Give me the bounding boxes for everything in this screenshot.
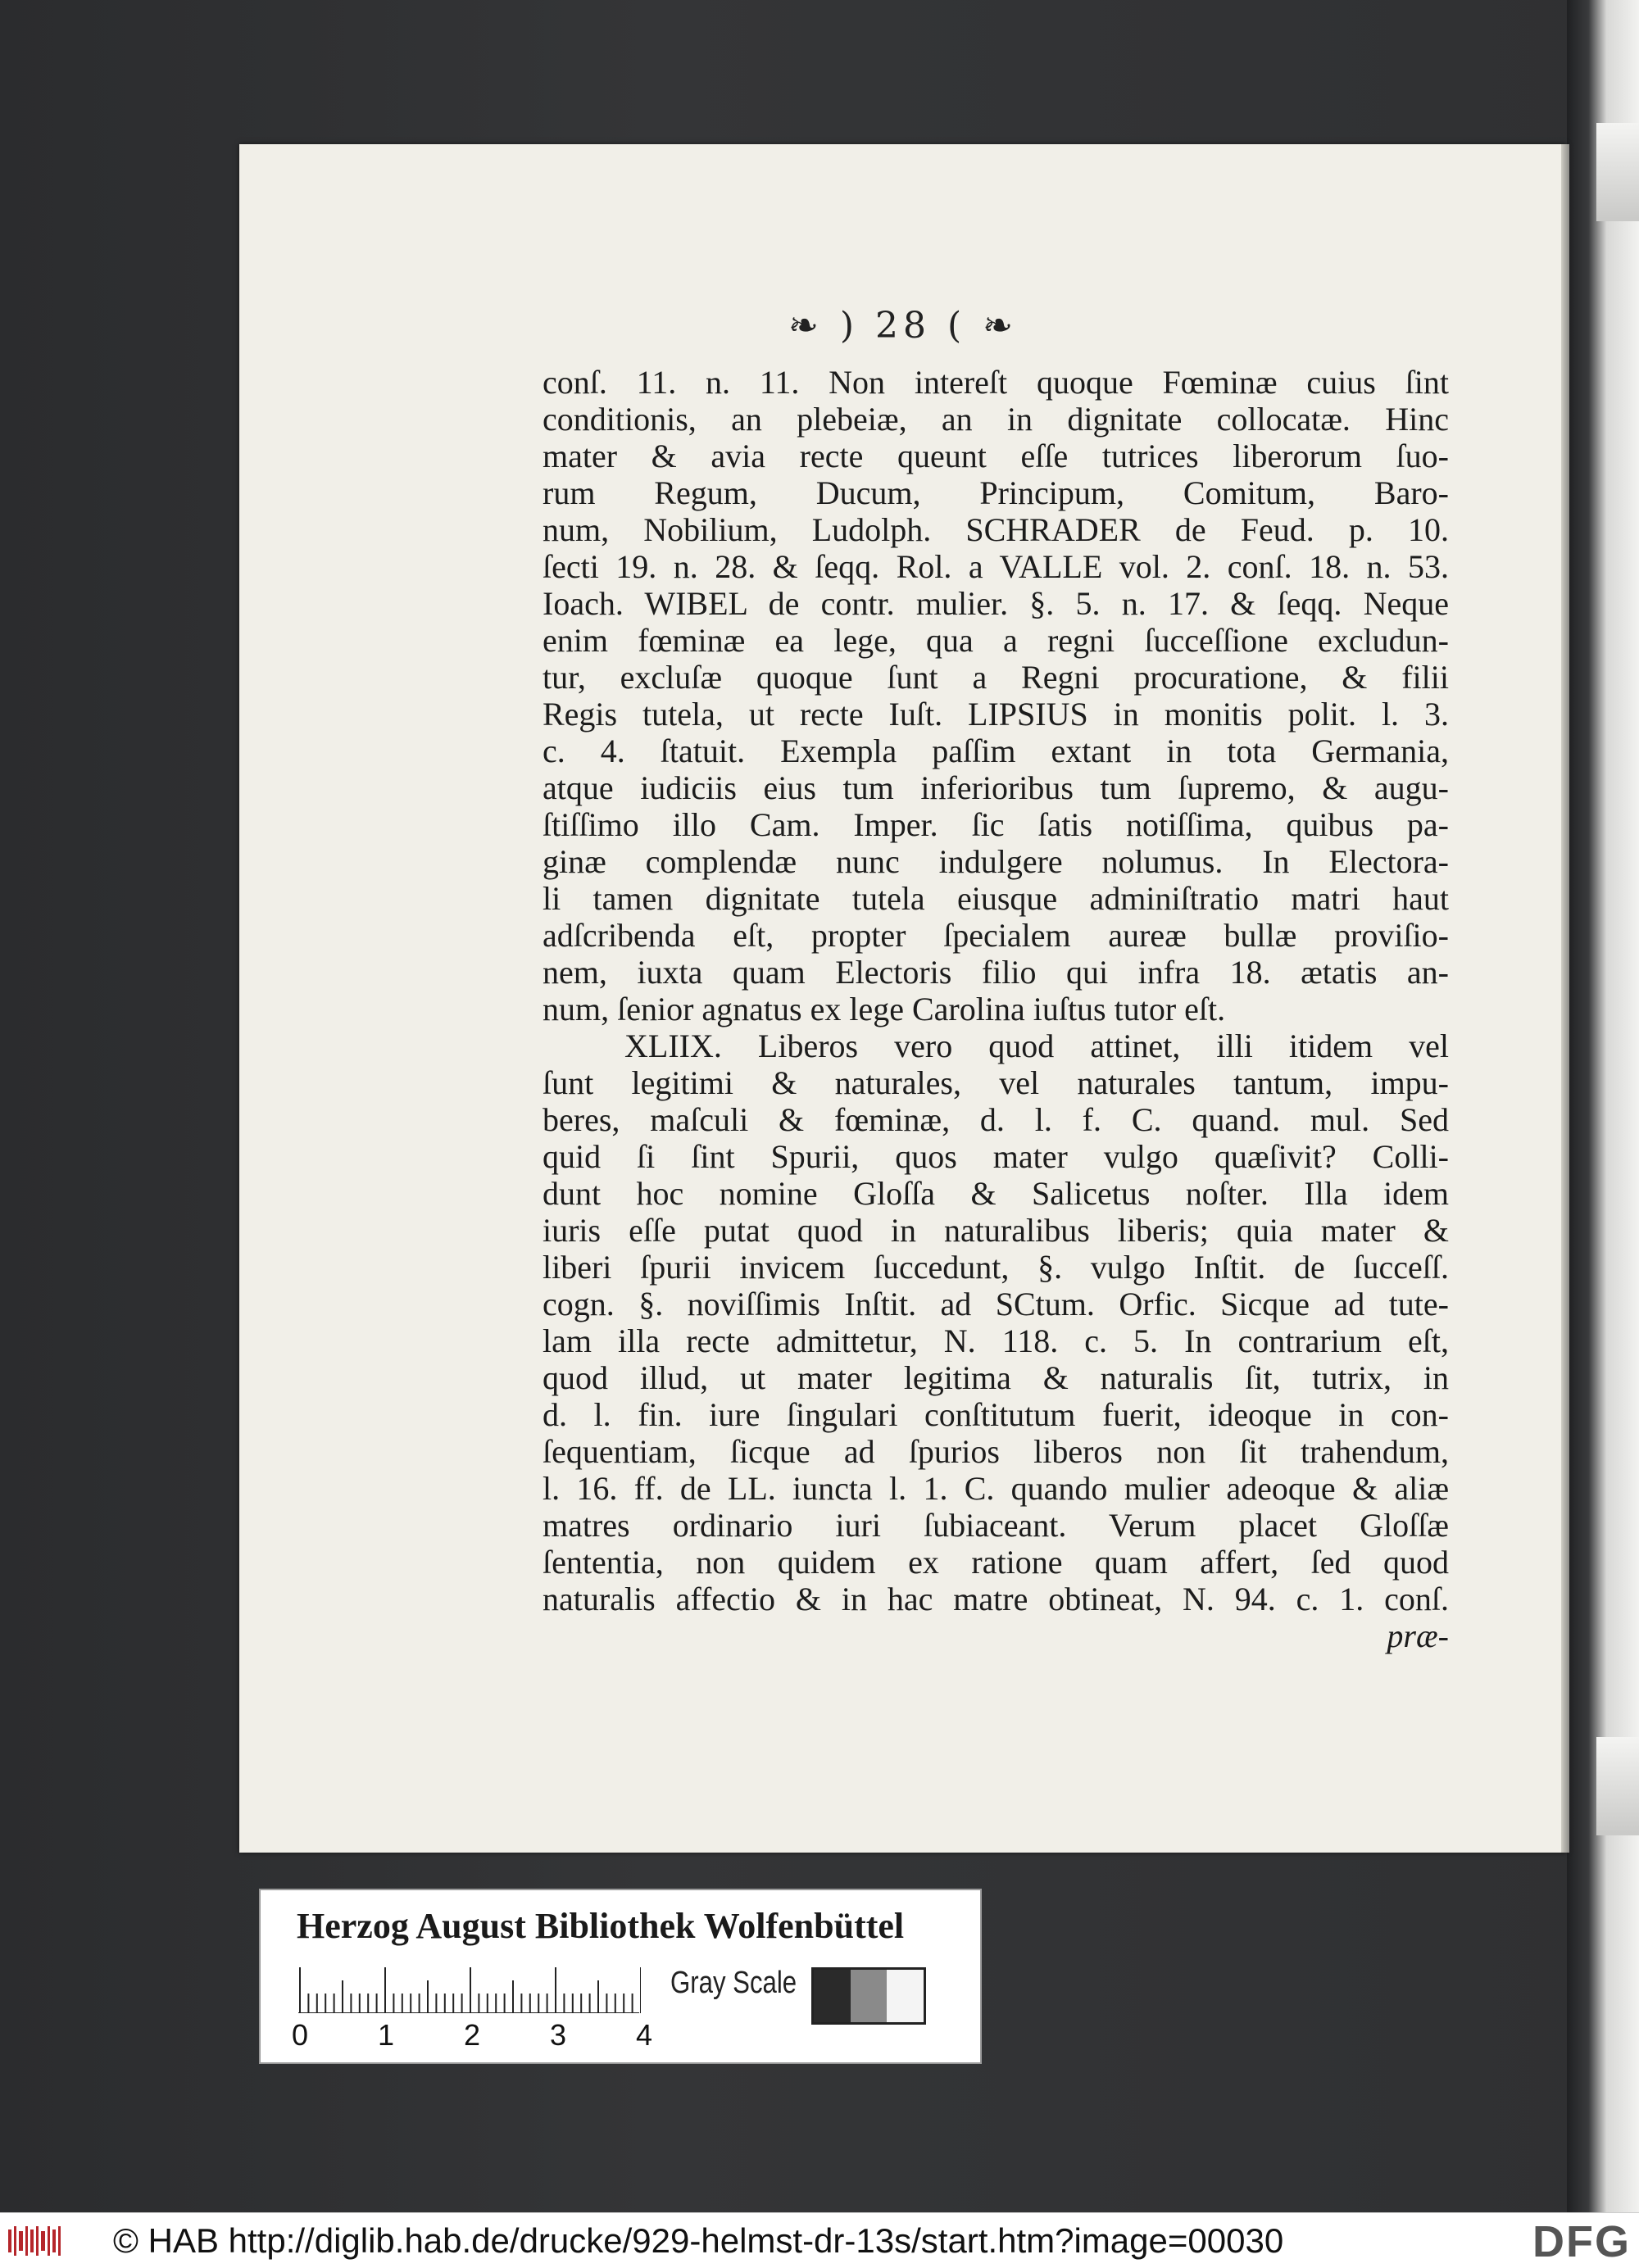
section-start-line: XLIIX. Liberos vero quod attinet, illi itidem vel [624,1027,1449,1064]
text-line: conditionis, an plebeiæ, an in dignitate collocatæ. Hinc [543,401,1449,438]
text-line: mater & avia recte queunt eſſe tutrices liberorum ſuo- [543,438,1449,474]
barcode-logo-icon [7,2225,67,2257]
body-text [543,364,1449,1654]
text-line: ginæ complendæ nunc indulgere nolumus. In Electora- [543,843,1449,880]
text-line: nem, iuxta quam Electoris filio qui infra 18. ætatis an- [543,954,1449,991]
running-head: ❧ ) 28 ( ❧ [788,305,1018,347]
text-line: num, Nobilium, Ludolph. SCHRADER de Feud. p. 10. [543,511,1449,548]
library-name: Herzog August Bibliothek Wolfenbüttel [297,1906,905,1946]
text-line: Ioach. WIBEL de contr. mulier. §. 5. n. 17. & ſeqq. Neque [543,585,1449,622]
text-line: num, ſenior agnatus ex lege Carolina iuſtus tutor eſt. [543,991,1226,1027]
text-line: enim fœminæ ea lege, qua a regni ſucceſſione excludun- [543,622,1449,659]
text-line: ſunt legitimi & naturales, vel naturales tantum, impu- [543,1064,1449,1101]
text-line: rum Regum, Ducum, Principum, Comitum, Baro- [543,474,1449,511]
text-line: naturalis affectio & in hac matre obtineat, N. 94. c. 1. conſ. [543,1581,1449,1617]
text-line: li tamen dignitate tutela eiusque adminiſtratio matri haut [543,880,1449,917]
ruler-label: 0 [292,2018,309,2052]
ruler-label: 3 [550,2018,567,2052]
text-line: ſtiſſimo illo Cam. Imper. ſic ſatis notiſſima, quibus pa- [543,806,1449,843]
text-line: c. 4. ſtatuit. Exempla paſſim extant in tota Germania, [543,733,1449,769]
text-line: matres ordinario iuri ſubiaceant. Verum placet Gloſſæ [543,1507,1449,1544]
ruler-label: 4 [636,2018,653,2052]
text-line: iuris eſſe putat quod in naturalibus liberis; quia mater & [543,1212,1449,1249]
text-line: ſententia, non quidem ex ratione quam affert, ſed quod [543,1544,1449,1581]
text-line: conſ. 11. n. 11. Non intereſt quoque Fœminæ cuius ſint [543,364,1449,401]
text-line: quid ſi ſint Spurii, quos mater vulgo quæſivit? Colli- [543,1138,1449,1175]
color-target [259,1889,982,2064]
text-line: l. 16. ff. de LL. iuncta l. 1. C. quando mulier adeoque & aliæ [543,1470,1449,1507]
dfg-logo: DFG [1532,2217,1631,2266]
page-content [239,144,1567,1853]
text-line: Regis tutela, ut recte Iuſt. LIPSIUS in monitis polit. l. 3. [543,696,1449,733]
text-line: tur, excluſæ quoque ſunt a Regni procuratione, & filii [543,659,1449,696]
ruler-label: 2 [464,2018,481,2052]
text-line: d. l. fin. iure ſingulari conſtitutum fuerit, ideoque in con- [543,1396,1449,1433]
page-fold [1596,1737,1639,1835]
gray-scale-patches [811,1967,926,2025]
catchword: præ- [1387,1617,1449,1654]
text-line: quod illud, ut mater legitima & naturalis ſit, tutrix, in [543,1359,1449,1396]
text-line: cogn. §. noviſſimis Inſtit. ad SCtum. Orfic. Sicque ad tute- [543,1286,1449,1322]
page-fold [1596,123,1639,221]
text-line: beres, maſculi & fœminæ, d. l. f. C. quand. mul. Sed [543,1101,1449,1138]
gray-scale-label: Gray Scale [670,1966,797,2000]
next-page-edge [1567,0,1639,2212]
text-line: adſcribenda eſt, propter ſpecialem aureæ bullæ proviſio- [543,917,1449,954]
source-credit-link[interactable]: © HAB http://diglib.hab.de/drucke/929-helmst-dr-13s/start.htm?image=00030 [113,2221,1284,2260]
ruler-label: 1 [378,2018,395,2052]
gray-patch-dark [814,1970,851,2022]
footer-bar [0,2212,1639,2268]
text-line: liberi ſpurii invicem ſuccedunt, §. vulgo Inſtit. de ſucceſſ. [543,1249,1449,1286]
text-line: ſequentiam, ſicque ad ſpurios liberos non ſit trahendum, [543,1433,1449,1470]
gray-patch-light [887,1970,924,2022]
gray-patch-mid [851,1970,888,2022]
catchword-line [543,1617,1449,1654]
text-line: ſecti 19. n. 28. & ſeqq. Rol. a VALLE vol. 2. conſ. 18. n. 53. [543,548,1449,585]
text-line: dunt hoc nomine Gloſſa & Salicetus noſter. Illa idem [543,1175,1449,1212]
text-line: atque iudiciis eius tum inferioribus tum ſupremo, & augu- [543,769,1449,806]
text-line: lam illa recte admittetur, N. 118. c. 5. In contrarium eſt, [543,1322,1449,1359]
scale-ruler [297,1964,641,2013]
